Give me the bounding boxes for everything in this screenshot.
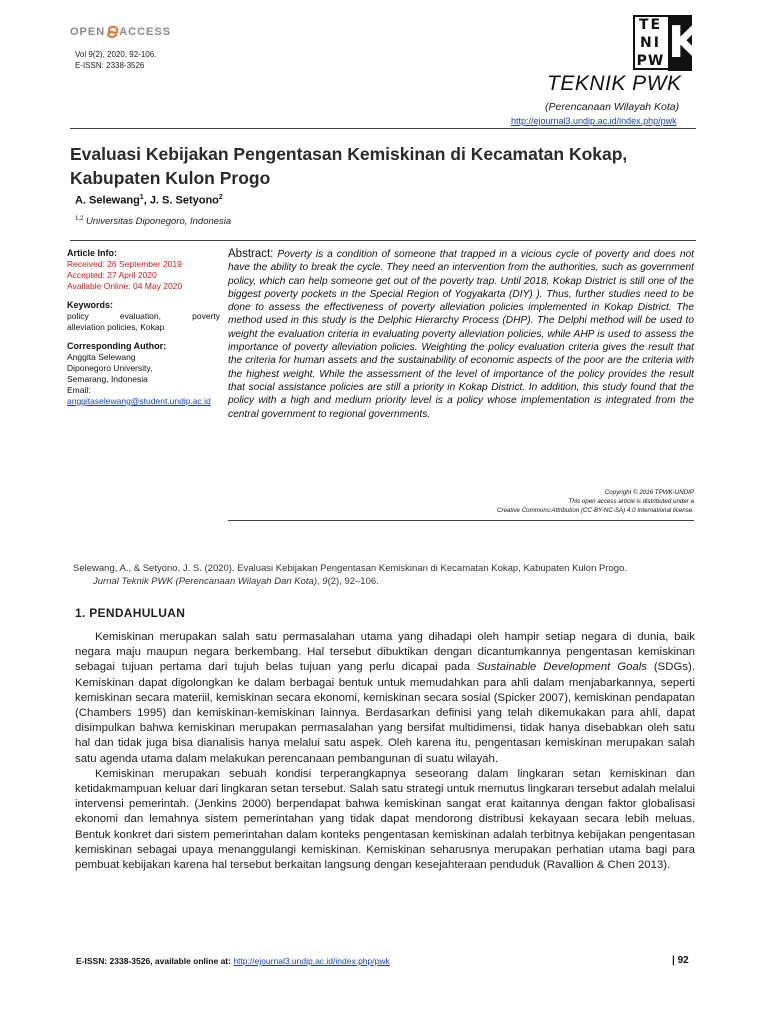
citation-journal: Jurnal Teknik PWK (Perencanaan Wilayah Dan Kota)	[93, 576, 317, 587]
author-list	[75, 194, 223, 207]
accepted-date: Accepted: 27 April 2020	[67, 270, 157, 280]
received-date: Received: 26 September 2019	[67, 259, 182, 269]
p1-part-a: Kemiskinan merupakan salah satu permasalahan utama yang dihadapi oleh hampir setiap negara di dunia, baik negara maju maupun negara berkembang. Hal tersebut dibuktikan dengan dicantumkannya pengentasan kemiskinan sebagai tujuan pertama dari tujuh belas tujuan yang perlu dicapai pada	[75, 631, 695, 674]
keyword-word: evaluation,	[119, 311, 161, 321]
citation-line-2	[73, 575, 693, 588]
journal-subtitle: (Perencanaan Wilayah Kota)	[545, 101, 680, 113]
article-info-heading: Article Info:	[67, 248, 118, 258]
citation-rest: (2), 92–106.	[327, 576, 379, 587]
oa-access-text: ACCESS	[119, 26, 172, 38]
paragraph-1	[75, 630, 695, 767]
copyright-line-3: Creative Commons Attribution (CC-BY-NC-SA) 4.0 International license.	[496, 507, 694, 514]
footer-url-link[interactable]: http://ejournal3.undip.ac.id/index.php/pwk	[233, 956, 390, 966]
logo-letters-pw: PW	[636, 53, 665, 69]
p1-emphasis: Sustainable Development Goals	[476, 661, 647, 674]
open-access-logo	[70, 26, 171, 38]
author-email-link[interactable]: anggitaselewang@student.undip.ac.id	[67, 396, 211, 406]
affiliation	[75, 216, 231, 227]
journal-url-link[interactable]: http://ejournal3.undip.ac.id/index.php/pwk	[511, 116, 677, 126]
teknik-pwk-logo	[633, 15, 703, 71]
volume-line: Vol 9(2), 2020, 92-106.	[75, 50, 157, 59]
oa-open-text: OPEN	[70, 26, 106, 38]
email-label: Email:	[67, 385, 91, 395]
author-1-sup: 1	[139, 194, 144, 201]
abstract-divider	[228, 520, 694, 521]
p1-part-b: (SDGs). Kemiskinan dapat digolongkan ke dalam berbagai bentuk untuk memudahkan para ahli dalam menjabarkannya, seperti kemiskinan secara materiil, kemiskinan secara ekonomi, kemiskinan secara sosial (Spicker 2007), kemiskinan pendapatan (Chambers 1995) dan kemiskinan-kemiskinan lainnya. Berdasarkan definisi yang telah dikemukakan para ahli, dapat disimpulkan bahwa kemiskinan merupakan permasalahan yang bersifat multidimensi, tidak hanya disebabkan oleh satu hal dan tidak juga bisa dianalisis hanya melalui satu aspek. Oleh karena itu, pengentasan kemiskinan merupakan salah satu agenda utama dalam melakukan perencanaan pembangunan di suatu wilayah.	[75, 661, 696, 765]
article-title: Evaluasi Kebijakan Pengentasan Kemiskinan di Kecamatan Kokap, Kabupaten Kulon Progo	[70, 144, 628, 188]
citation-volume: 9	[322, 576, 328, 587]
keyword-word: poverty	[192, 311, 220, 321]
corresponding-university: Diponegoro University,	[67, 363, 153, 373]
logo-letters-ni: NI	[640, 35, 661, 51]
section-heading: 1. PENDAHULUAN	[75, 606, 186, 620]
citation-line-1: Selewang, A., & Setyono, J. S. (2020). Evaluasi Kebijakan Pengentasan Kemiskinan di Kecamatan Kokap, Kabupaten Kulon Progo.	[73, 563, 627, 574]
paragraph-2: Kemiskinan merupakan sebuah kondisi terperangkapnya seseorang dalam lingkaran setan kemiskinan dan ketidakmampuan keluar dari lingkaran setan tersebut. Salah satu strategi untuk memutus lingkaran tersebut adalah melalui intervensi pemerintah. (Jenkins 2000) berpendapat bahwa kemiskinan sangat erat kaitannya dengan faktor globalisasi ekonomi dan lemahnya sistem pemerintahan yang tidak dapat mendorong distribusi kekayaan secara lebih meluas. Bentuk konkret dari sistem pemerintahan dalam konteks pengentasan kemiskinan adalah terbitnya kebijakan pengentasan kemiskinan sebagai upaya menanggulangi kemiskinan. Kemiskinan seharusnya merupakan perhatian utama bagi para pembuat kebijakan karena hal tersebut berkaitan langsung dengan kesejahteraan penduduk (Ravallion & Chen 2013).	[75, 767, 695, 872]
keywords-heading: Keywords:	[67, 300, 114, 310]
abstract	[228, 248, 694, 421]
abstract-label: Abstract:	[228, 248, 274, 260]
journal-name: TEKNIK PWK	[547, 72, 682, 95]
logo-letters-te: TE	[638, 17, 663, 33]
footer-issn	[76, 956, 390, 966]
author-2: , J. S. Setyono	[143, 194, 219, 207]
title-divider	[70, 240, 696, 241]
author-2-sup: 2	[218, 194, 223, 201]
page-number: | 92	[672, 955, 689, 966]
citation	[73, 562, 693, 588]
author-1: A. Selewang	[75, 194, 140, 207]
copyright-notice	[400, 488, 694, 515]
affil-sup: 1,2	[75, 216, 84, 222]
keyword-word: policy	[67, 311, 89, 321]
copyright-line-2: This open access article is distributed under a	[568, 498, 694, 505]
online-date: Available Online: 04 May 2020	[67, 281, 183, 291]
open-lock-icon	[107, 26, 117, 38]
abstract-text: Poverty is a condition of someone that trapped in a vicious cycle of poverty and does not have the ability to break the cycle. They need an intervention from the authorities, such as government policy, which can help someone get out of the poverty trap. Until 2018, Kokap District is still one of the biggest poverty pockets in the Special Region of Yogyakarta (DIY) ). Thus, further studies need to be done to assess the effectiveness of poverty alleviation policies implemented in Kokap District. The method used in this study is the Delphic Hierarchy Process (DHP). The Delphi method will be used to weight the evaluation criteria in evaluating poverty alleviation policies, while AHP is used to assess the importance of poverty alleviation policies. Weighting the policy evaluation criteria gives the result that the criteria for human assets and the sustainability of economic aspects of the poor are the criteria with the highest weight. While the assessment of the level of importance of the policy provides the result that social assistance policies are still a priority in Kokap District. In addition, this study found that the policy with a high and medium priority level is a policy whose implementation is integrated from the central government to regional governments.	[228, 249, 694, 420]
citation-sep: ,	[316, 576, 323, 587]
copyright-line-1: Copyright © 2016 TPWK-UNDIP	[604, 489, 694, 496]
keywords-line-2: alleviation policies, Kokap	[67, 322, 165, 332]
body-text	[75, 630, 695, 873]
article-info-sidebar	[67, 248, 220, 407]
keywords-line-1	[67, 311, 220, 322]
header-divider	[70, 128, 696, 129]
corresponding-author-heading: Corresponding Author:	[67, 341, 167, 351]
volume-info	[75, 49, 156, 71]
footer-label: E-ISSN: 2338-3526, available online at:	[76, 956, 234, 966]
corresponding-name: Anggita Selewang	[67, 352, 136, 362]
logo-letter-k: K	[668, 15, 692, 71]
corresponding-city: Semarang, Indonesia	[67, 374, 148, 384]
eissn-line: E-ISSN: 2338-3526	[75, 61, 145, 70]
affil-text: Universitas Diponegoro, Indonesia	[83, 216, 232, 228]
